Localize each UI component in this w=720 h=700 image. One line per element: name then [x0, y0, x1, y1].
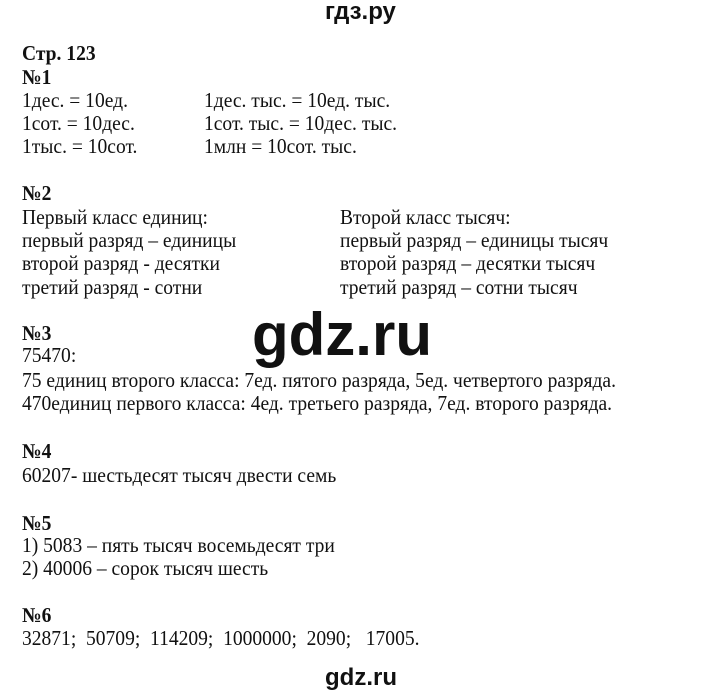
task-1-left-line: 1тыс. = 10сот. [22, 134, 138, 158]
task-6-line: 32871; 50709; 114209; 1000000; 2090; 17005. [22, 626, 420, 650]
task-3-line: 75470: [22, 343, 77, 367]
task-1-left-line: 1дес. = 10ед. [22, 88, 128, 112]
task-6-title: №6 [22, 603, 52, 627]
task-1-right-line: 1млн = 10сот. тыс. [204, 134, 357, 158]
task-1-right-line: 1дес. тыс. = 10ед. тыс. [204, 88, 391, 112]
task-2-right-line: третий разряд – сотни тысяч [340, 275, 578, 299]
site-logo-bottom[interactable]: gdz.ru [325, 664, 397, 691]
task-4-line: 60207- шестьдесят тысяч двести семь [22, 463, 337, 487]
task-4-title: №4 [22, 439, 52, 463]
task-5-title: №5 [22, 511, 52, 535]
task-2-left-line: Первый класс единиц: [22, 205, 208, 229]
task-3-line: 75 единиц второго класса: 7ед. пятого разряда, 5ед. четвертого разряда. [22, 368, 616, 392]
task-1-title: №1 [22, 65, 52, 89]
task-3-line: 470единиц первого класса: 4ед. третьего разряда, 7ед. второго разряда. [22, 391, 613, 415]
task-5-line: 1) 5083 – пять тысяч восемьдесят три [22, 533, 335, 557]
page-label: Стр. 123 [22, 41, 96, 65]
site-logo-top[interactable]: гдз.ру [325, 0, 396, 25]
task-2-title: №2 [22, 181, 52, 205]
task-3-title: №3 [22, 321, 52, 345]
task-2-left-line: третий разряд - сотни [22, 275, 203, 299]
task-1-left-line: 1сот. = 10дес. [22, 111, 135, 135]
task-2-right-line: Второй класс тысяч: [340, 205, 511, 229]
task-2-right-line: второй разряд – десятки тысяч [340, 251, 596, 275]
watermark: gdz.ru [252, 301, 432, 368]
task-1-right-line: 1сот. тыс. = 10дес. тыс. [204, 111, 398, 135]
task-2-left-line: первый разряд – единицы [22, 228, 237, 252]
task-2-right-line: первый разряд – единицы тысяч [340, 228, 609, 252]
task-2-left-line: второй разряд - десятки [22, 251, 220, 275]
task-5-line: 2) 40006 – сорок тысяч шесть [22, 556, 269, 580]
